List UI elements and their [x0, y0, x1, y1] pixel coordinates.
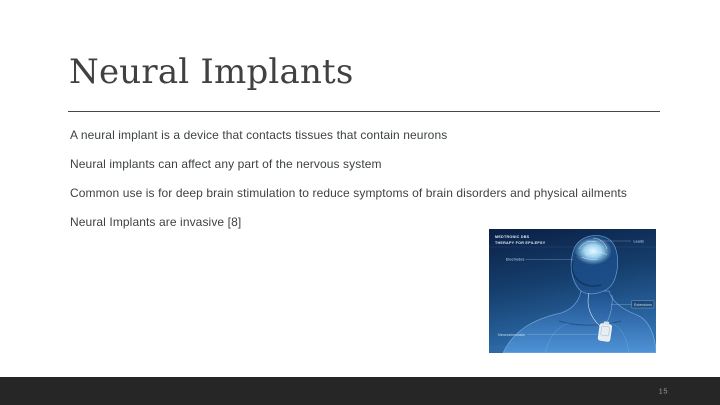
dbs-therapy-image: [489, 229, 656, 353]
figure-heading-line2: THERAPY FOR EPILEPSY: [495, 241, 546, 245]
electrodes-label: Electrodes: [506, 257, 525, 262]
slide-body: [70, 126, 648, 242]
body-paragraph-4: Neural Implants are invasive [8]: [70, 215, 242, 229]
body-paragraph-2: Neural implants can affect any part of the nervous system: [70, 157, 382, 171]
leads-label: Leads: [633, 239, 645, 244]
dbs-illustration: [489, 229, 656, 353]
page-number: 15: [658, 386, 668, 396]
body-paragraph-3: Common use is for deep brain stimulation to reduce symptoms of brain disorders and physical ailments: [70, 186, 627, 200]
figure-heading-line1: MEDTRONIC DBS: [495, 235, 530, 239]
body-paragraph-1: A neural implant is a device that contacts tissues that contain neurons: [70, 128, 448, 142]
extensions-label: Extensions: [634, 302, 653, 307]
title-divider: [68, 111, 660, 112]
neurostimulator-label: Neurostimulator: [498, 333, 526, 337]
slide-footer: [0, 377, 720, 405]
slide-title: Neural Implants: [69, 52, 354, 92]
